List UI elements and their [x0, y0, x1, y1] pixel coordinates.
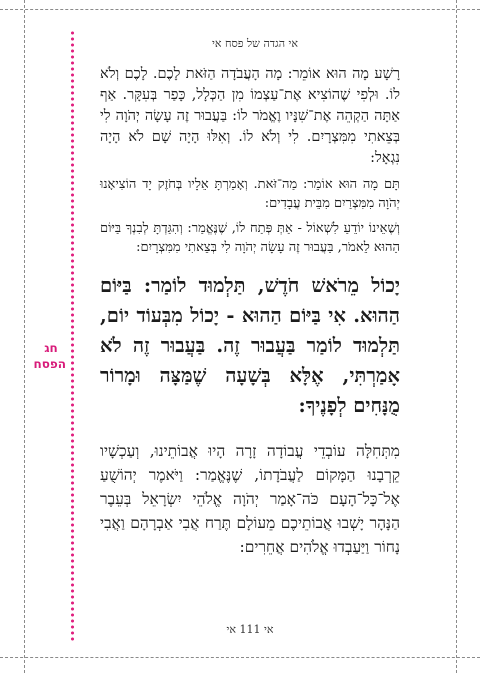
- crop-mark-right: [456, 0, 457, 673]
- side-tab-line1: חג: [44, 341, 58, 355]
- paragraph-rasha: רָשָׁע מָה הוּא אוֹמֵר: מָה הָעֲבֹדָה הַזֹּאת לָכֶם. לָכֶם וְלֹא לוֹ. וּלְפִי שֶׁהוֹצִיא אֶת־עַצְמוֹ מִן הַכְּלָל, כָּפַר בְּעִקָּר. אַף אַתָּה הַקְהֵה אֶת־שִׁנָּיו וֶאֱמֹר לוֹ: בַּעֲבוּר זֶה עָשָׂה יְהֹוָה לִי בְּצֵאתִי מִמִּצְרָיִם. לִי וְלֹא לוֹ. וְאִלּוּ הָיָה שָׁם לֹא הָיָה נִגְאָל:: [100, 66, 400, 166]
- page-number: אי 111 אי: [226, 623, 274, 636]
- crop-mark-left: [24, 0, 25, 673]
- paragraph-sheeino-yodea: וְשֶׁאֵינוֹ יוֹדֵעַ לִשְׁאוֹל - אַתְּ פְּתַח לוֹ, שֶׁנֶּאֱמַר: וְהִגַּדְתָּ לְבִנְךָ בַּיּוֹם הַהוּא לֵאמֹר, בַּעֲבוּר זֶה עָשָׂה יְהֹוָה לִי בְּצֵאתִי מִמִּצְרָיִם:: [100, 221, 400, 255]
- side-tab-line2: הפסח: [33, 357, 66, 371]
- crop-mark-top: [0, 9, 480, 10]
- pink-dotted-rule: [70, 30, 75, 642]
- running-header: אי הגדה של פסח אי: [212, 37, 298, 50]
- crop-mark-bottom: [0, 657, 480, 658]
- side-tab-chag-hapesach: [33, 340, 66, 372]
- haggadah-text: [100, 64, 400, 559]
- paragraph-mitchila: מִתְּחִלָּה עוֹבְדֵי עֲבוֹדָה זָרָה הָיוּ אֲבוֹתֵינוּ, וְעַכְשָׁיו קֵרְבָנוּ הַמָּקוֹם לַעֲבֹדָתוֹ, שֶׁנֶּאֱמַר: וַיֹּאמֶר יְהוֹשֻׁעַ אֶל־כָּל־הָעָם כֹּה־אָמַר יְהֹוָה אֱלֹהֵי יִשְׂרָאֵל בְּעֵבֶר הַנָּהָר יָשְׁבוּ אֲבוֹתֵיכֶם מֵעוֹלָם תֶּרַח אֲבִי אַבְרָהָם וַאֲבִי נָחוֹר וַיַּעַבְדוּ אֱלֹהִים אֲחֵרִים:: [100, 442, 400, 556]
- paragraph-tam: תָּם מָה הוּא אוֹמֵר: מַה־זֹּאת. וְאָמַרְתָּ אֵלָיו בְּחֹזֶק יָד הוֹצִיאָנוּ יְהֹוָה מִמִּצְרַיִם מִבֵּית עֲבָדִים:: [100, 177, 400, 211]
- paragraph-yachol: יָכוֹל מֵרֹאשׁ חֹדֶשׁ, תַּלְמוּד לוֹמַר: בַּיּוֹם הַהוּא. אִי בַּיּוֹם הַהוּא - יָכוֹל מִבְּעוֹד יוֹם, תַּלְמוּד לוֹמַר בַּעֲבוּר זֶה. בַּעֲבוּר זֶה לֹא אָמַרְתִּי, אֶלָּא בְּשָׁעָה שֶׁמַּצָּה וּמָרוֹר מֻנָּחִים לְפָנֶיךָ:: [100, 274, 400, 417]
